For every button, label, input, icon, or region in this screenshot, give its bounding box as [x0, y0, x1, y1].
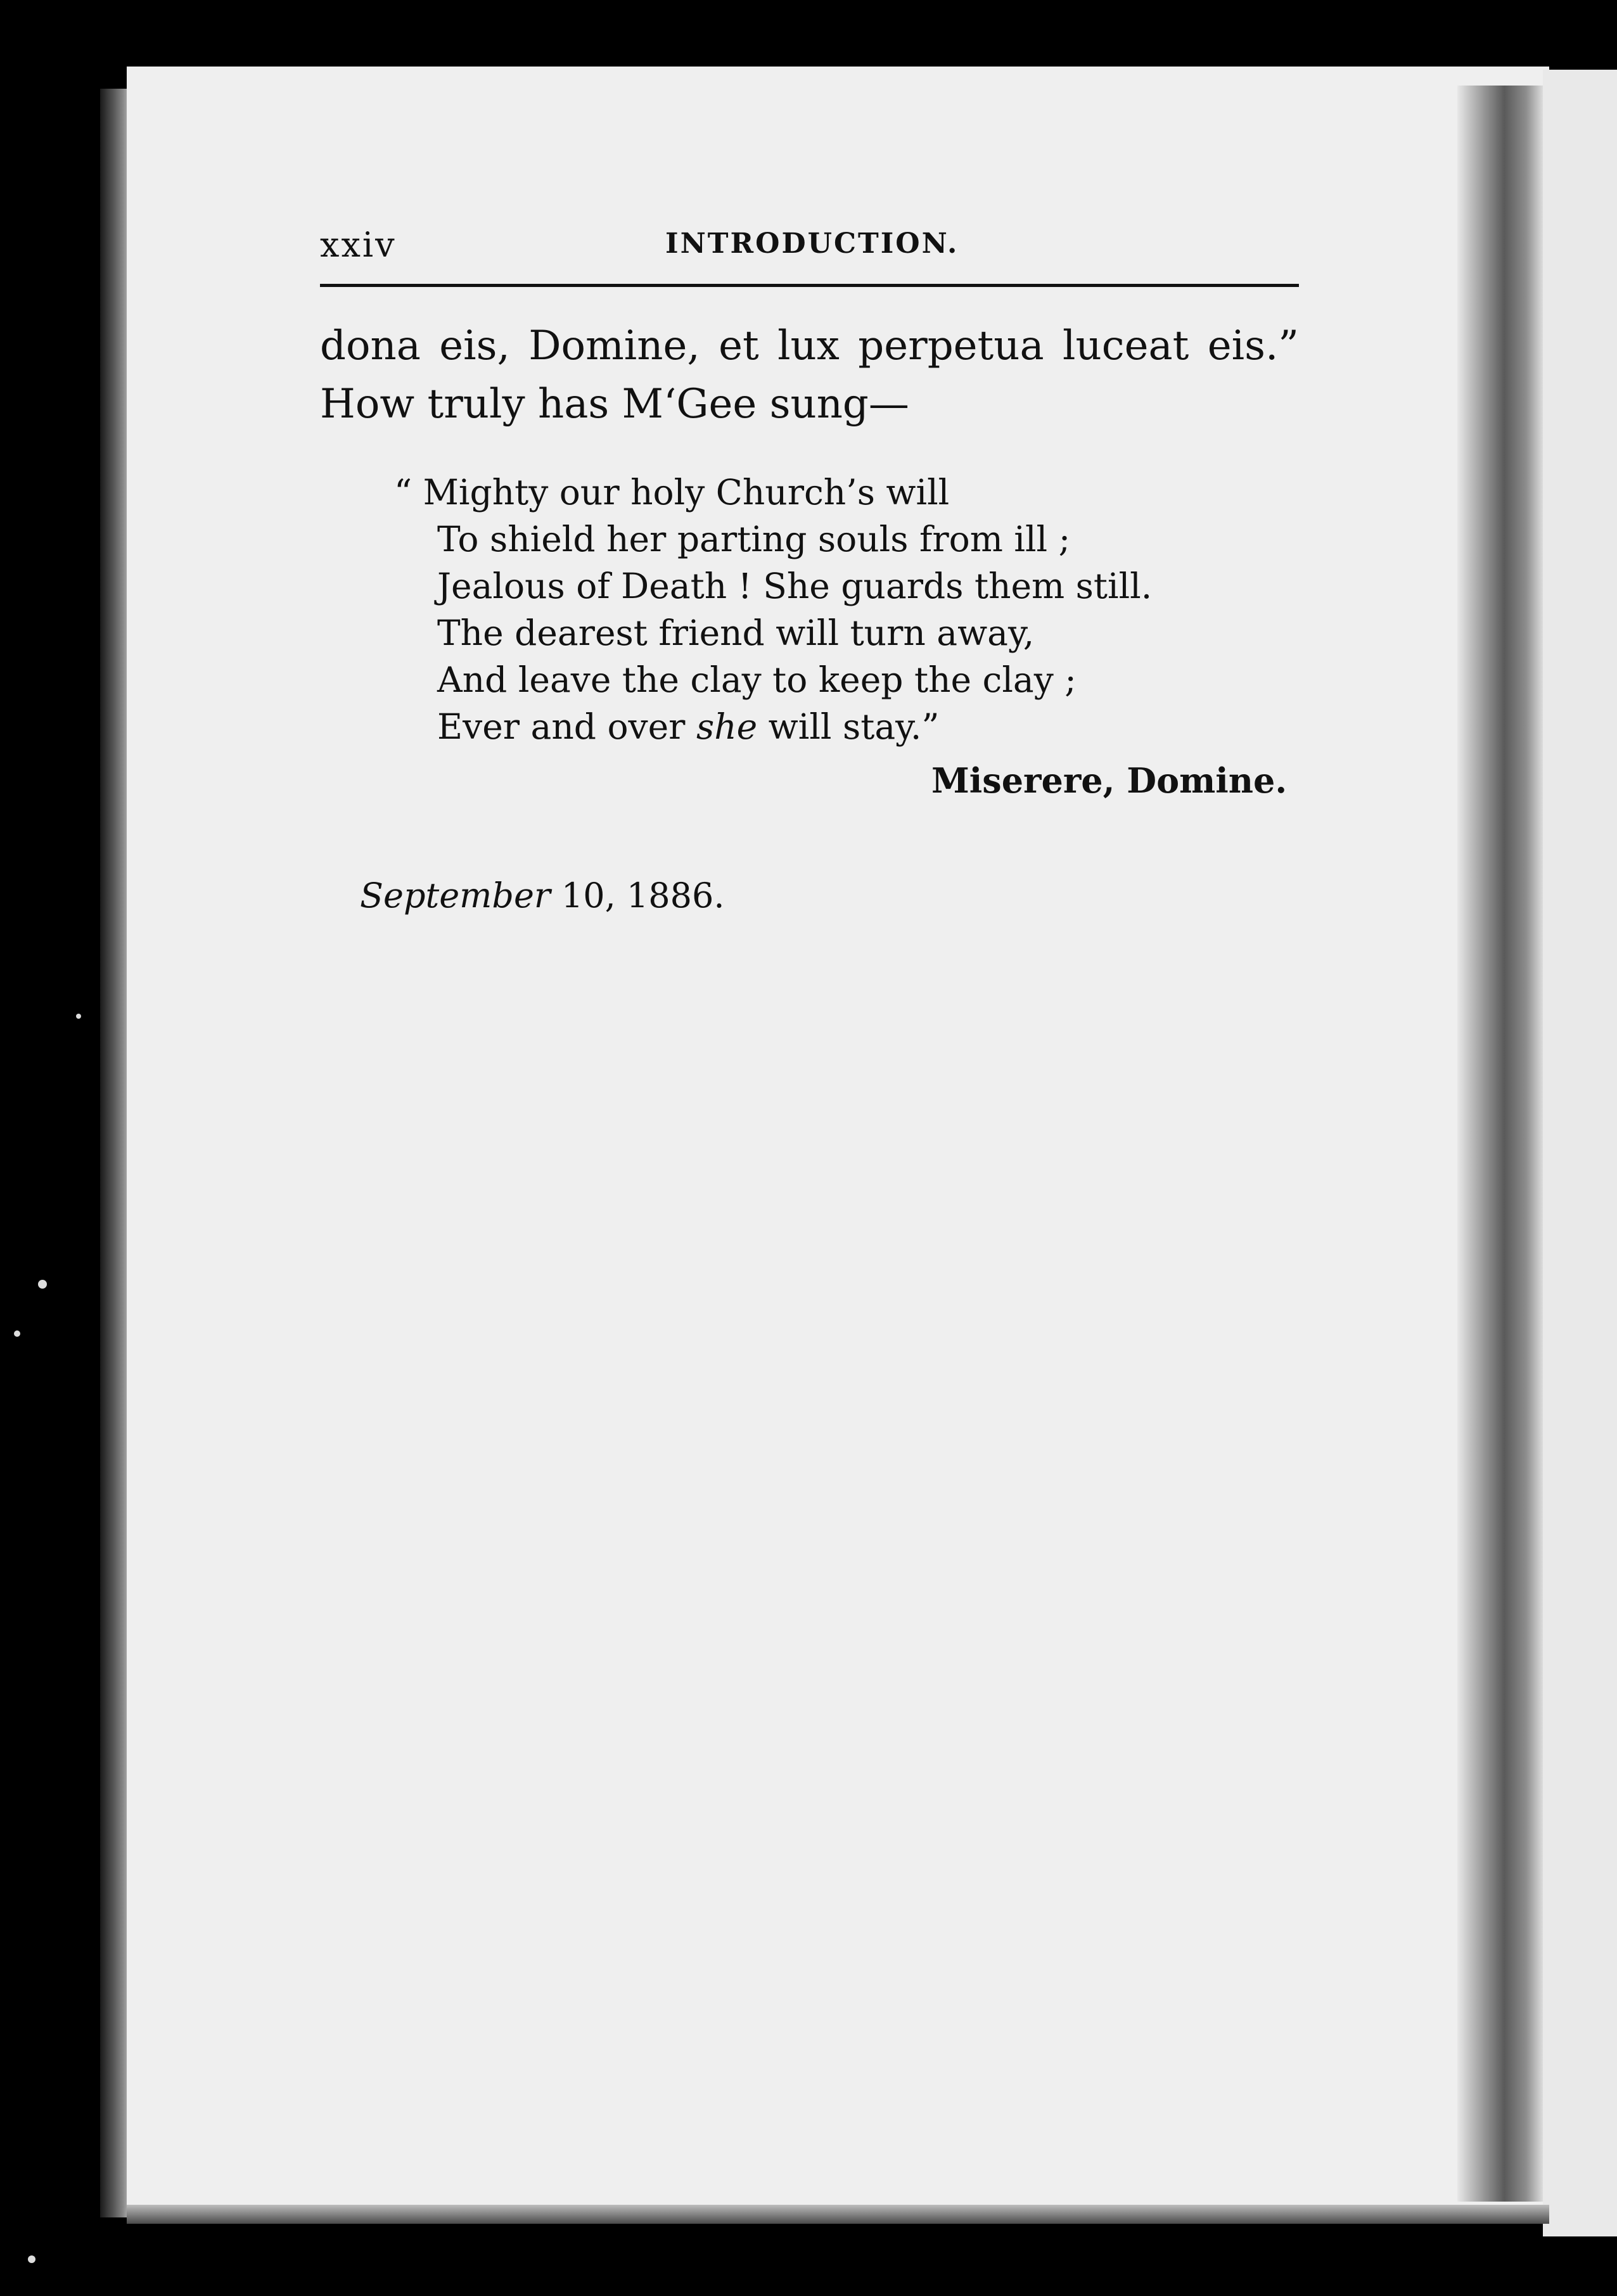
date-month: September [360, 876, 551, 915]
header-rule [320, 284, 1299, 287]
page-bottom-edge [127, 2205, 1549, 2224]
scan-speck [14, 1330, 20, 1337]
poem-line: To shield her parting souls from ill ; [437, 519, 1071, 559]
poem-line: “ Mighty our holy Church’s will [394, 472, 950, 513]
prose-line: dona eis, Domine, et lux perpetua luceat eis.” [320, 322, 1299, 369]
poem-line-end: will stay.” [757, 706, 940, 747]
poem-line: The dearest friend will turn away, [437, 613, 1035, 653]
page-header [320, 225, 1299, 269]
poem-line: And leave the clay to keep the clay ; [437, 660, 1077, 700]
signature: Miserere, Domine. [931, 760, 1288, 801]
running-head: INTRODUCTION. [665, 227, 959, 260]
poem-line: Jealous of Death ! She guards them still. [437, 566, 1153, 606]
poem-emphasis: she [696, 706, 758, 747]
book-gutter [1457, 86, 1543, 2202]
poem-line [394, 703, 1152, 750]
scan-speck [28, 2255, 35, 2263]
facing-page-edge [1543, 70, 1617, 2236]
prose-text [320, 317, 1299, 433]
date-rest: 10, 1886. [550, 876, 725, 915]
poem-line-start: Ever and over [437, 706, 696, 747]
scan-speck [38, 1280, 47, 1289]
scan-speck [76, 1014, 81, 1019]
prose-line: How truly has M‘Gee sung— [320, 381, 909, 428]
dateline [360, 876, 725, 915]
poem-quotation [394, 469, 1152, 750]
page-number: xxiv [320, 225, 397, 265]
